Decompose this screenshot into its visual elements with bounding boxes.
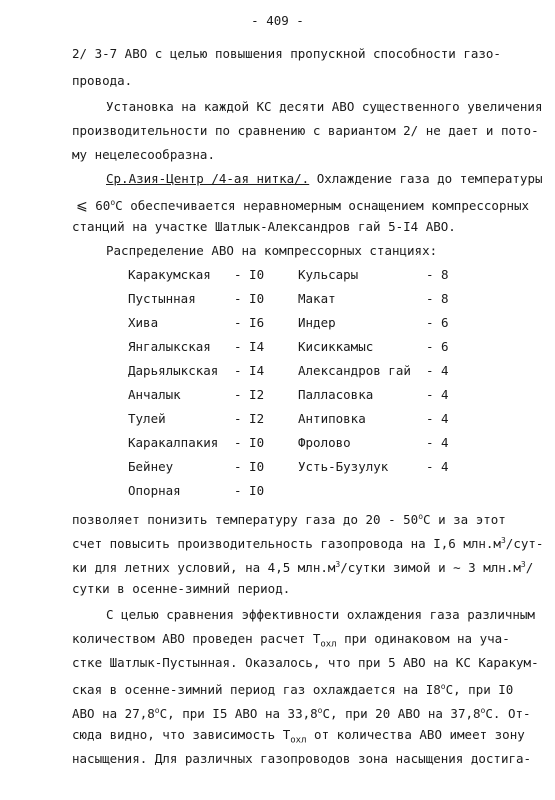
- cube-sup: 3: [520, 560, 526, 569]
- degree-sup: о: [418, 512, 424, 521]
- cube-sup: 3: [335, 560, 341, 569]
- temp-rest: С обеспечивается неравномерным оснащением компрессорных: [115, 198, 530, 214]
- station-name: Бейнеу: [128, 459, 174, 474]
- p3-line-6: [72, 726, 525, 750]
- station-name: Опорная: [128, 483, 181, 498]
- degree-sup: о: [317, 706, 323, 715]
- temp-value: 60: [87, 198, 111, 214]
- p3-line-2: [72, 630, 510, 654]
- p3-line-5: [72, 702, 531, 723]
- stations-line: станций на участке Шатлык-Александров гай 5-I4 АВО.: [72, 219, 456, 234]
- subscript: охл: [290, 735, 307, 746]
- p3-text: сюда видно, что зависимость Т: [72, 727, 291, 742]
- p2-line-1: [72, 508, 506, 529]
- station-count: - I2: [234, 411, 265, 426]
- p3-line-7: насыщения. Для различных газопроводов зона насыщения достига-: [72, 751, 532, 766]
- p2-text: С и за этот: [423, 512, 506, 528]
- station-count: - 4: [426, 363, 449, 378]
- text-line-5: му нецелесообразна.: [72, 147, 215, 162]
- degree-sup: о: [440, 682, 446, 691]
- cube-sup: 3: [500, 536, 506, 545]
- p2-text: счет повысить производительность газопровода на I,6 млн.м: [72, 536, 501, 552]
- distribution-title: Распределение АВО на компрессорных станциях:: [106, 243, 438, 258]
- station-count: - 4: [426, 459, 449, 474]
- text-line-3: Установка на каждой КС десяти АВО существенного увеличения: [106, 99, 543, 114]
- section-heading: Ср.Азия-Центр /4-ая нитка/.: [106, 171, 310, 186]
- station-count: - I4: [234, 363, 265, 378]
- text-line-1: 2/ 3-7 АВО с целью повышения пропускной способности газо-: [72, 46, 501, 61]
- station-name: Кисиккамыс: [298, 339, 374, 354]
- station-count: - 4: [426, 435, 449, 450]
- p2-text: /: [525, 560, 534, 576]
- station-count: - I0: [234, 291, 265, 306]
- station-name: Анчалык: [128, 387, 181, 402]
- station-count: - I0: [234, 267, 265, 282]
- station-name: Каракалпакия: [128, 435, 219, 450]
- less-equal-symbol: ⩽: [76, 198, 88, 215]
- p3-line-3: стке Шатлык-Пустынная. Оказалось, что при 5 АВО на КС Каракум-: [72, 655, 539, 670]
- p3-text: С, при 20 АВО на 37,8: [322, 706, 481, 722]
- station-name: Пустынная: [128, 291, 196, 306]
- p2-line-3: [72, 556, 533, 577]
- station-count: - I6: [234, 315, 265, 330]
- station-count: - I2: [234, 387, 265, 402]
- station-name: Александров гай: [298, 363, 411, 378]
- p3-text: при одинаковом на уча-: [336, 631, 510, 646]
- degree-sup: о: [480, 706, 486, 715]
- p3-text: С. От-: [485, 706, 531, 722]
- p3-line-4: [72, 678, 513, 699]
- station-name: Янгалыкская: [128, 339, 211, 354]
- subscript: охл: [320, 639, 337, 650]
- p2-line-4: сутки в осенне-зимний период.: [72, 581, 291, 596]
- page-number: - 409 -: [251, 13, 304, 28]
- station-count: - 8: [426, 267, 449, 282]
- station-count: - 4: [426, 411, 449, 426]
- station-count: - I4: [234, 339, 265, 354]
- station-name: Тулей: [128, 411, 166, 426]
- p3-text: АВО на 27,8: [72, 706, 155, 722]
- station-name: Дарьялыкская: [128, 363, 219, 378]
- station-count: - 8: [426, 291, 449, 306]
- station-name: Кульсары: [298, 267, 359, 282]
- p3-text: от количества АВО имеет зону: [306, 727, 525, 742]
- station-name: Палласовка: [298, 387, 374, 402]
- text-line-2: провода.: [72, 73, 133, 88]
- station-count: - I0: [234, 435, 265, 450]
- station-count: - I0: [234, 483, 265, 498]
- p2-text: ки для летних условий, на 4,5 млн.м: [72, 560, 336, 576]
- station-name: Усть-Бузулук: [298, 459, 389, 474]
- station-name: Хива: [128, 315, 159, 330]
- station-name: Антиповка: [298, 411, 366, 426]
- temperature-line: [76, 194, 529, 215]
- p2-text: /сут-: [505, 536, 544, 552]
- section-rest: Охлаждение газа до температуры: [309, 171, 543, 186]
- p3-line-1: С целью сравнения эффективности охлаждения газа различным: [106, 607, 535, 622]
- degree-sup: о: [110, 198, 116, 207]
- p2-line-2: [72, 532, 543, 553]
- p2-text: /сутки зимой и ∼ 3 млн.м: [340, 560, 521, 576]
- station-name: Макат: [298, 291, 336, 306]
- text-line-4: производительности по сравнению с вариантом 2/ не дает и пото-: [72, 123, 539, 138]
- p3-text: ская в осенне-зимний период газ охлаждается на I8: [72, 682, 441, 698]
- station-name: Индер: [298, 315, 336, 330]
- p2-text: позволяет понизить температуру газа до 20 - 50: [72, 512, 419, 528]
- station-count: - 6: [426, 315, 449, 330]
- station-count: - I0: [234, 459, 265, 474]
- degree-sup: о: [154, 706, 160, 715]
- station-count: - 4: [426, 387, 449, 402]
- p3-text: С, при I5 АВО на 33,8: [159, 706, 318, 722]
- station-count: - 6: [426, 339, 449, 354]
- station-name: Фролово: [298, 435, 351, 450]
- p3-text: количеством АВО проведен расчет Т: [72, 631, 321, 646]
- p3-text: С, при I0: [445, 682, 514, 698]
- station-name: Каракумская: [128, 267, 211, 282]
- section-line: [106, 170, 543, 188]
